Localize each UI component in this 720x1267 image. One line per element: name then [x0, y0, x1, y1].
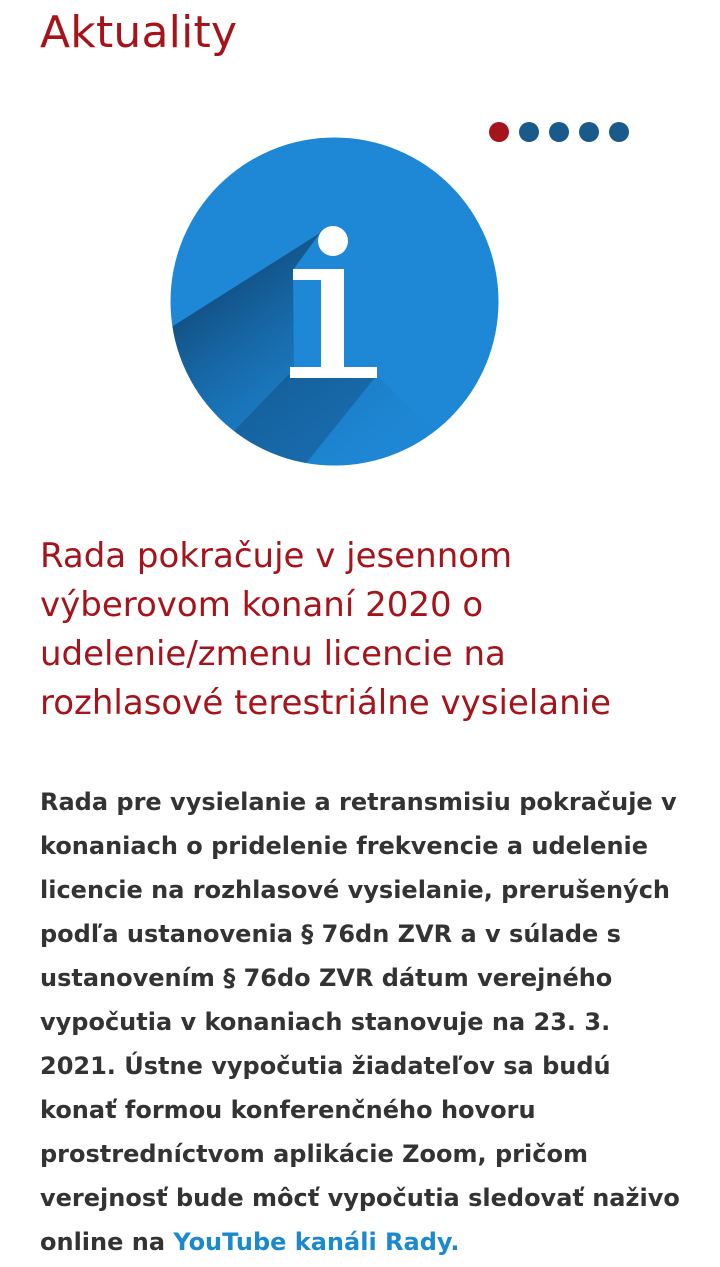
carousel-dot-4[interactable] [579, 122, 599, 142]
carousel-dot-5[interactable] [609, 122, 629, 142]
article-body-text: Rada pre vysielanie a retransmisiu pokračuje v konaniach o pridelenie frekvencie a udelenie licencie na rozhlasové vysielanie, prerušených podľa ustanovenia § 76dn ZVR a v súlade s ustanovením § 76do ZVR dátum verejného vypočutia v konaniach stanovuje na 23. 3. 2021. Ústne vypočutia žiadateľov sa budú konať formou konferenčného hovoru prostredníctvom aplikácie Zoom, pričom verejnosť bude môcť vypočutia sledovať naživo online na [40, 788, 680, 1256]
carousel-dot-3[interactable] [549, 122, 569, 142]
section-title: Aktuality [40, 7, 238, 58]
carousel-indicators [489, 122, 629, 142]
info-icon-dot [318, 226, 348, 256]
info-icon[interactable] [170, 137, 499, 466]
carousel-dot-2[interactable] [519, 122, 539, 142]
youtube-channel-link[interactable]: YouTube kanáli Rady. [173, 1228, 460, 1256]
article-body [40, 780, 680, 1264]
article-title[interactable]: Rada pokračuje v jesennom výberovom konaní 2020 o udelenie/zmenu licencie na rozhlasové terestriálne vysielanie [40, 536, 612, 723]
